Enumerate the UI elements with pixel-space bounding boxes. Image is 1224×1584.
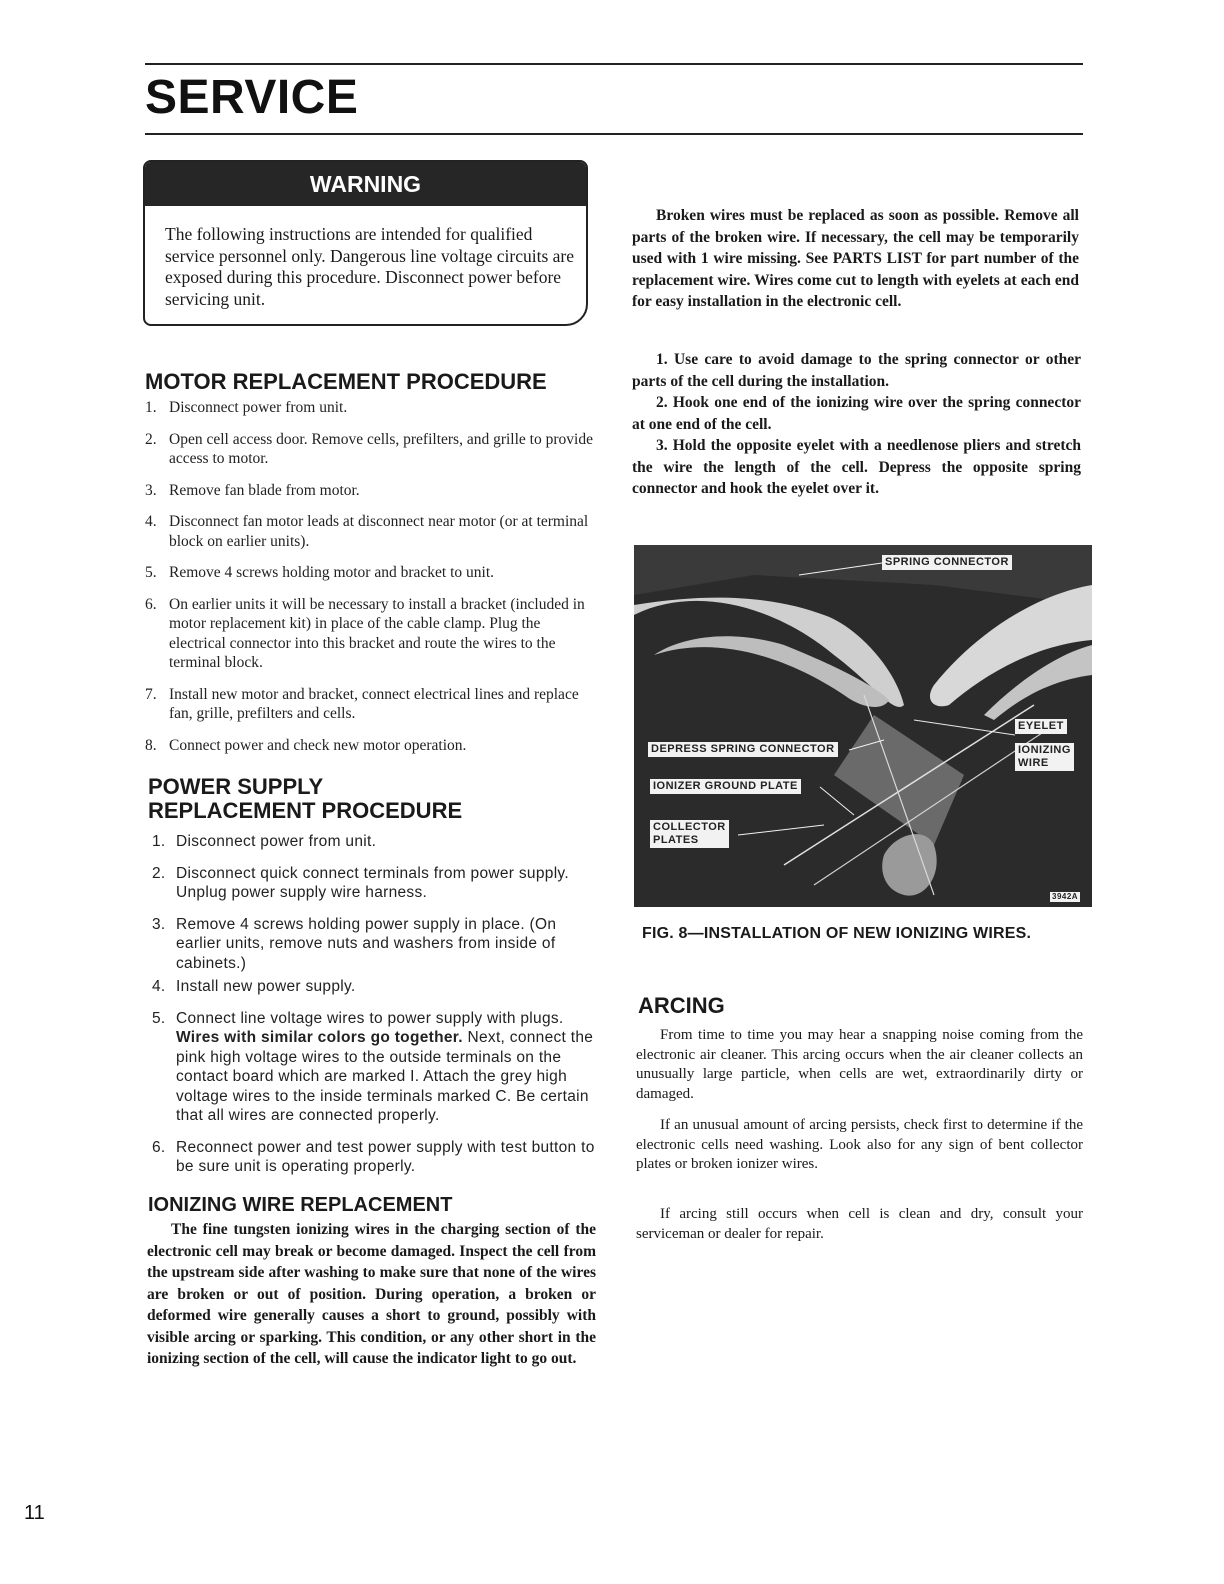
power-heading-line1: POWER SUPPLY: [148, 774, 324, 799]
label-collector-plates: COLLECTOR PLATES: [650, 820, 729, 848]
label-ionizer-ground-plate: IONIZER GROUND PLATE: [650, 779, 801, 794]
figure-caption: FIG. 8—INSTALLATION OF NEW IONIZING WIRES.: [642, 925, 1032, 942]
warning-box: [143, 160, 588, 326]
list-item: 2. Disconnect quick connect terminals from power supply. Unplug power supply wire harness.: [152, 864, 569, 901]
page-title: SERVICE: [145, 71, 359, 124]
list-item: 8. Connect power and check new motor operation.: [145, 736, 467, 754]
warning-text: The following instructions are intended for qualified service personnel only. Dangerous line voltage circuits are exposed during this procedure. Disconnect power before servicing unit.: [165, 224, 574, 309]
power-steps: [152, 832, 600, 1177]
power-heading: [148, 775, 462, 823]
list-item: 2. Open cell access door. Remove cells, prefilters, and grille to provide access to motor.: [145, 430, 593, 467]
ionizing-intro: The fine tungsten ionizing wires in the charging section of the electronic cell may break or become damaged. Inspect the cell from the upstream side after washing to make sure that none of the wires are broken or out of position. During operation, a broken or deformed wire generally causes a short to ground, possibly with visible arcing or sparking. This condition, or any other short in the ionizing section of the cell, will cause the indicator light to go out.: [147, 1221, 596, 1367]
ionizing-step-1: 1. Use care to avoid damage to the spring connector or other parts of the cell during the installation.: [632, 351, 1081, 390]
ionizing-step-3: 3. Hold the opposite eyelet with a needlenose pliers and stretch the wire the length of the cell. Depress the opposite spring connector and hook the eyelet over it.: [632, 437, 1081, 497]
motor-steps: [145, 398, 597, 755]
arcing-paragraph-3: If arcing still occurs when cell is clean and dry, consult your serviceman or dealer for repair.: [636, 1206, 1083, 1242]
page-number: 11: [24, 1502, 45, 1524]
list-item: 6. On earlier units it will be necessary to install a bracket (included in motor replacement kit) in place of the cable clamp. Plug the electrical connector into this bracket and route the wires to the terminal block.: [145, 595, 585, 671]
list-item: 4. Disconnect fan motor leads at disconnect near motor (or at terminal block on earlier units).: [145, 513, 589, 550]
list-item: 3. Remove 4 screws holding power supply in place. (On earlier units, remove nuts and washers from inside of cabinets.): [152, 915, 557, 972]
list-item: 5. Remove 4 screws holding motor and bracket to unit.: [145, 564, 495, 581]
title-rule: [145, 133, 1083, 135]
figure-code: 3942A: [1052, 892, 1079, 901]
list-item: 3. Remove fan blade from motor.: [145, 481, 360, 499]
list-item: 1. Disconnect power from unit.: [152, 833, 377, 850]
arcing-paragraph-2: If an unusual amount of arcing persists, check first to determine if the electronic cells need washing. Look also for any sign of bent collector plates or broken ionizer wires.: [636, 1117, 1083, 1172]
arcing-heading: ARCING: [638, 993, 725, 1018]
arcing-paragraph-1: From time to time you may hear a snapping noise coming from the electronic air cleaner. This arcing occurs when the air cleaner collects an unusually large particle, when cells are wet, extraordinarily dirty or damaged.: [636, 1027, 1083, 1102]
label-eyelet: EYELET: [1015, 719, 1067, 734]
warning-heading: WARNING: [145, 162, 586, 206]
list-item: 1. Disconnect power from unit.: [145, 399, 348, 416]
label-spring-connector: SPRING CONNECTOR: [882, 555, 1012, 570]
list-item: 6. Reconnect power and test power supply with test button to be sure unit is operating properly.: [152, 1138, 595, 1175]
label-depress-spring-connector: DEPRESS SPRING CONNECTOR: [648, 742, 838, 757]
label-ionizing-wire: IONIZING WIRE: [1015, 743, 1074, 771]
ionizing-step-2: 2. Hook one end of the ionizing wire over the spring connector at one end of the cell.: [632, 394, 1081, 433]
top-rule: [145, 63, 1083, 65]
motor-heading: MOTOR REPLACEMENT PROCEDURE: [145, 369, 547, 394]
list-item: 5. Connect line voltage wires to power supply with plugs. Wires with similar colors go together. Next, connect the pink high voltage wires to the outside terminals on the contact board which are marked I. Attach the grey high voltage wires to the inside terminals marked C. Be certain that all wires are connected properly.: [152, 1009, 594, 1124]
power-heading-line2: REPLACEMENT PROCEDURE: [148, 798, 463, 823]
list-item: 7. Install new motor and bracket, connect electrical lines and replace fan, grille, prefilters and cells.: [145, 685, 579, 722]
list-item: 4. Install new power supply.: [152, 978, 356, 995]
broken-wires-paragraph: Broken wires must be replaced as soon as possible. Remove all parts of the broken wire. If necessary, the cell may be temporarily used with 1 wire missing. See PARTS LIST for part number of the replacement wire. Wires come cut to length with eyelets at each end for easy installation in the electronic cell.: [632, 207, 1079, 310]
ionizing-heading: IONIZING WIRE REPLACEMENT: [148, 1194, 453, 1216]
installation-photo: [634, 545, 1092, 907]
